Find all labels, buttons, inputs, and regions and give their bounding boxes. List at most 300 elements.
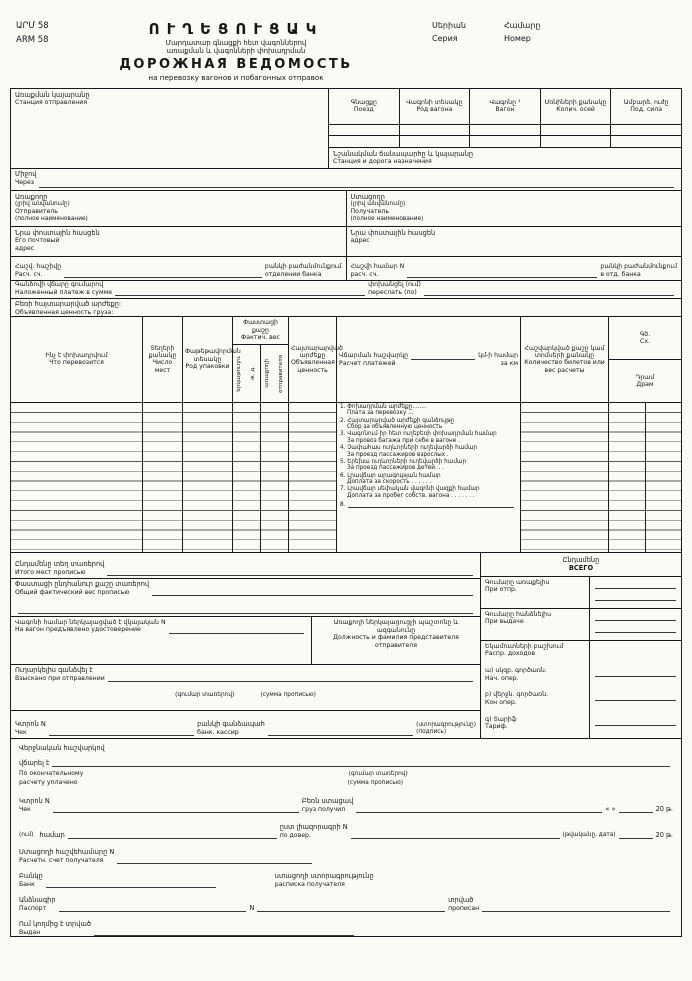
final-settlement-ru-line1 [19,770,673,778]
wagon-col-axles-header [541,89,611,125]
receiver-label-ru: Получатель [350,208,390,216]
wagon-certificate-hy: Վագոնի համար ներկայացված է վկայական N [15,618,166,626]
date-quotes: « » [605,804,616,813]
goods-table-body [11,403,681,553]
blank-line [348,500,514,508]
income-item-b-row [481,689,681,713]
cod-label [15,281,112,296]
goods-table-header [11,317,681,403]
fee-item [337,499,520,508]
income-distribution-hy: Եկամուտների բաշխում [485,642,564,650]
fee-item [337,472,520,486]
fee-item-hy: 7. Լրավճար սեփական վագոնի վազքի համար [340,486,480,493]
goods-rows-what [11,403,143,552]
col-what-ru: Что перевозится [49,359,104,367]
sender-account-ru: Расч. сч. [15,270,43,278]
collected-ru: Взыскано при отправлении [15,674,105,682]
year-label-2: 20 թ. [655,830,674,839]
wagon-table-cell [400,125,470,136]
passport-issued-hy: տրված [448,896,474,905]
fee-item-ru: За провоз багажа при себе в вагоне . [347,437,460,444]
receiver-account-final-ru: Расчетн. счет получателя [19,856,104,864]
year-label: 20 թ. [655,804,674,813]
destination-station-cell [329,147,681,168]
blank-line [107,568,473,576]
departure-station-cell [11,89,329,168]
receiver-account-label [351,263,405,278]
fee-item-ru: За проезд пассажиров взрослых . [347,451,449,458]
amount-at-dispatch-row [481,577,681,609]
fee-item-hy: 8. [340,501,346,508]
income-item-c-hy: գ) Տարիֆ [485,715,517,723]
total-weight-line1 [15,581,476,596]
col-sx-header [609,317,681,360]
cod-label-ru: Наложенный платеж в сумме [15,288,113,296]
blank-line [46,880,216,888]
col-pack-hy: Փաթեթավորման տեսակը [185,348,241,363]
declared-value-ru: Объявленная ценность груза: [15,308,114,316]
receiver-cell [347,191,682,226]
document-subtitle-armenian-1: Մարդատար գնացքի հետ վագոններով [165,38,307,47]
receipt-coupon-hy: Կտրոն N [15,719,46,728]
blank-line [68,831,277,839]
amount-at-delivery-ru: При выдаче [485,618,524,626]
blank-line [595,691,676,701]
departure-station-label-ru: Станция отправления [15,99,88,107]
income-distribution-label [481,641,589,665]
cod-forward-hy: փոխանցել (ում) [368,281,421,289]
receipt-signature-hy: (ստորագրությունը) [416,722,476,729]
income-item-c-label [481,714,589,738]
receiver-receipt-ru: расписка получателя [274,880,345,888]
declared-value-label [15,301,121,316]
parties-row [11,191,681,227]
blank-line [152,588,473,596]
via-label-hy: Միջով [15,169,37,178]
wagon-col-capacity [611,89,681,147]
blank-line [356,805,602,813]
cargo-received-ru: груз получил [301,805,346,813]
col-weight-ru: Фактич. вес [241,334,280,342]
col-what-header [11,317,143,402]
fee-item [337,430,520,444]
final-settlement-section [11,739,681,936]
fees-title-hy: Վճարման հաշվարկը [339,352,409,360]
amount-at-delivery-label [481,609,589,640]
wagon-table-cell [470,125,540,136]
col-places-hy: Տեղերի քանակը [148,344,177,360]
blank-line [619,805,653,813]
income-item-b-ru: Кон опер. [485,698,517,706]
grand-total-hy: Ընդամենը [562,556,600,565]
col-weight-sender-hy: առաքողի [264,359,271,388]
income-distribution-field [589,641,681,665]
amount-at-delivery-row [481,609,681,641]
fees-title-ru: Расчет платежей [339,359,396,367]
blank-line [407,270,597,278]
issued-by-label [19,921,91,936]
sender-bank-cell [11,257,347,280]
fee-item [337,417,520,431]
receiver-note-hy: (լրիվ անվանումը) [350,201,406,208]
receipt-row [11,711,480,738]
declared-value-hy: Բեռի հայտարարված արժեքը: [15,299,122,308]
col-sx-hy: Գծ. [639,330,651,338]
sender-representative-ru: Должность и фамилия представителя отправителя [333,634,459,650]
fee-item-hy: 5. Երեխա ուղևորների ուղեվարձի համար [340,458,467,465]
passport-ru: Паспорт [19,905,47,913]
issued-by-ru: Выдан [19,929,41,937]
document-subtitle-russian: на перевозку вагонов и побагонных отправок [148,72,324,82]
amount-at-dispatch-label [481,577,589,608]
wagon-col-type-hy: Վագոնի տեսակը [406,99,463,107]
sender-address-cell [11,227,347,256]
blank-line [59,904,247,912]
sender-account-hy: Հաշվ. հաշիվը [15,263,62,271]
wagon-table-cell [611,136,681,147]
wagon-table [329,89,681,147]
attorney-line [19,824,673,839]
total-weight-label [15,581,149,596]
col-money-header [609,317,681,402]
wagon-col-capacity-ru: Под. сила [630,106,663,114]
receiver-account-ru: расч. сч. [350,270,379,278]
receiver-account-line [19,849,673,864]
collected-row [11,665,480,711]
via-label-ru: Через [15,178,35,186]
wagon-certificate-cell [11,617,312,664]
bank-label-final [19,873,43,888]
receiver-bank-branch-hy: բանկի բաժանմունքում [600,263,677,271]
receiver-bank-cell [347,257,682,280]
col-weight-header [233,317,289,402]
collected-line [15,667,476,682]
fee-item-hy: 6. Լրավճար արագության համար [340,472,441,479]
receipt-signature-label [416,722,476,736]
cod-forward-label [368,281,421,296]
wagon-table-cell [329,125,399,136]
bank-final-hy: Բանկը [19,872,43,881]
wagon-table-cell [470,136,540,147]
fee-item-ru: Сбор за объявленную ценность [347,424,443,431]
fee-item [337,444,520,458]
col-tickets-ru: Количество билетов или вес расчеты [524,359,605,374]
collected-note-ru: (сумма прописью) [260,692,316,699]
cod-label-hy: Գանձովի վճարը գումարով [15,281,104,289]
receiver-bank-branch-ru: в отд. банка [600,270,641,278]
passport-number-label: N [249,904,255,913]
income-item-a-label [481,665,589,689]
declared-value-row [11,299,681,317]
title-block [78,20,394,82]
sender-address-hy: Նրա փոստային հասցեն [15,228,100,237]
sender-bank-branch-hy: բանկի բաժանմունքում [264,263,342,271]
blank-line [64,270,262,278]
date-note: (թվականը, дата) [562,831,616,838]
document-header [0,0,692,88]
document-subtitle-armenian-2: առաքման և վագոնների փոխադրման [166,47,306,56]
receiver-label-hy: Ստացողը [350,192,385,201]
series-block [432,20,466,46]
receiver-note-ru: (полное наименование) [350,216,424,223]
wagon-col-train-header [329,89,399,125]
col-weight-title [233,317,288,345]
wagon-col-wagon-header [470,89,540,125]
goods-rows-value [289,403,337,552]
blank-line [595,611,676,621]
col-weight-railway-ru: ж. д. [249,366,256,381]
cod-forward-ru: переслать (по) [368,288,417,296]
goods-rows-weight-railway [233,403,261,552]
fees-km-ru: за км [500,359,518,367]
col-pack-ru: Род упаковки [185,363,230,371]
wagon-col-wagon [470,89,541,147]
total-places-hy: Ընդամենը տեղ տառերով [15,559,105,568]
blank-line [268,728,413,736]
attorney-ru: по довер. [279,831,311,839]
col-weight-railway [233,345,261,402]
fee-item [337,485,520,499]
receiver-account-hy: Հաշվի համար N [350,263,405,271]
passport-issued-label [448,897,479,912]
sender-bank-branch-ru: отделении банка [264,270,322,278]
col-dram-hy: Դրամ [635,373,655,381]
sender-representative-hy: Առաքողի ներկայացուցչի պաշտոնը և ազգանունը [333,618,459,634]
destination-label-ru: Станция и дорога назначения [333,158,432,166]
wagon-col-train-hy: Գնացքը [350,99,377,107]
receiver-receipt-label [275,873,374,888]
totals-left [11,553,481,738]
sender-representative-cell [312,617,480,664]
blank-line [595,716,676,726]
income-item-b-hy: բ) վերջն. գործառն. [485,691,549,699]
addresses-row [11,227,681,257]
income-item-c-field [589,714,681,738]
col-weight-sender-ru: отправителя [277,354,284,393]
final-amount-note-ru: (сумма прописью) [347,779,403,786]
goods-rows-weight-sender [261,403,288,552]
fee-item-ru: Доплата за скорость . . . . . . [347,479,432,486]
collected-hy: Ուղարկելիս գանձվել է [15,665,93,674]
bank-final-ru: Банк [19,880,35,888]
total-weight-ru: Общий фактический вес прописью [15,588,130,596]
income-item-a-hy: ա) սկզբ. գործառն. [485,667,547,675]
blank-line [257,904,445,912]
destination-label-hy: Նշանակման ճանապարհը և կայարանը [333,149,474,158]
income-item-a-field [589,665,681,689]
passport-issued-ru: прописан [448,905,480,913]
wagon-table-cell [541,136,611,147]
grand-total-header [481,553,681,577]
final-coupon-label [19,798,50,813]
wagon-certificate-label [15,619,166,634]
final-paid-hy: վճարել է [19,759,50,768]
wagon-col-capacity-header [611,89,681,125]
blank-line [595,591,676,601]
goods-rows-sx [609,403,646,552]
collected-note-hy: (գումար տառերով) [175,692,235,699]
via-label [15,171,36,186]
sender-bank-branch-label [265,263,342,278]
sender-label-ru: Отправитель [15,208,58,216]
wagon-info-block [329,89,681,168]
receipt-coupon-label [15,721,46,736]
fee-list [337,403,521,552]
goods-rows-places [143,403,183,552]
total-weight-hy: Փաստացի ընդհանուր քաշը տառերով [15,579,150,588]
blank-line [117,856,312,864]
wagon-table-cell [329,136,399,147]
wagon-col-train [329,89,400,147]
col-weight-railway-hy: երկաթուղու [236,355,243,392]
attorney-label [280,824,348,839]
receipt-cashier-label [197,721,265,736]
receipt-signature-ru: (подпись) [416,729,447,736]
via-row [11,169,681,191]
col-fees-header [337,317,521,402]
final-settlement-ru-line2 [19,779,673,787]
goods-rows-weight [233,403,289,552]
fees-header-line-ru [339,360,518,367]
form-code-block [16,20,78,47]
fee-item-ru: Доплата за пробег собств. вагона . . . . . . . [347,492,475,499]
wagon-col-type-ru: Род вагона [416,106,453,114]
totals-section [11,553,681,739]
blank-line [18,606,473,614]
col-weight-sender [261,345,289,402]
blank-line [424,288,674,296]
receiver-address-cell [347,227,682,256]
income-item-a-row [481,665,681,689]
blank-line [115,288,365,296]
blank-line [411,352,475,360]
wagon-col-train-ru: Поезд [353,106,374,114]
blank-line [53,805,299,813]
blank-line [619,831,653,839]
col-what-hy: Ինչ է փոխադրվում [45,352,108,360]
col-tickets-header [521,317,609,402]
col-weight-subheaders [233,345,288,402]
sender-label-hy: Առաքողը [15,192,48,201]
wagon-col-capacity-hy: Ամբարձ. ուժը [623,99,669,107]
total-places-row [11,553,480,579]
passport-label [19,897,56,912]
form-code-armenian: ԱՐՄ 58 [16,21,49,31]
sender-address-ru1: Его почтовый [15,237,60,245]
final-paid-line [19,759,673,767]
bank-row [11,257,681,281]
issued-by-hy: Ում կողմից է տրված [19,920,91,929]
receipt-cashier-hy: բանկի գանձապահ [197,719,265,728]
grand-total-ru: ВСЕГО [568,564,594,573]
wagon-certificate-ru: На вагон предъявлено удостоверение [15,626,141,634]
blank-line [482,904,670,912]
amount-at-delivery-field [589,609,681,640]
fee-item-hy: 2. Հայտարարված արժեքի գանձույթը [340,417,454,424]
waybill-form [10,88,682,937]
col-places-header [143,317,183,402]
wagon-table-cell [400,136,470,147]
fee-item [337,403,520,417]
receiver-address-hy: Նրա փոստային հասցեն [350,228,436,237]
fee-item-ru: За проезд пассажиров детей. . . [347,465,445,472]
total-weight-row [11,579,480,617]
collected-notes [15,690,476,699]
receiver-bank-branch-label [600,263,677,278]
final-amount-note-hy: (գումար տառերով) [348,770,408,777]
bank-line [19,873,673,888]
col-value-header [289,317,343,402]
attorney-hy: ըստ լիազորագրի N [279,823,348,832]
fee-item [337,458,520,472]
number-label-armenian: Համարը [503,21,541,30]
col-tickets-hy: Հաշվարկված քաշը կամ տոմսերի քանակը [524,344,605,360]
col-value-ru: Объявленная ценность [291,359,335,374]
fee-item-hy: 4. Չափահաս ուղևորների ուղեվարձի համար [340,445,478,452]
receipt-coupon-ru: Чек [15,728,27,736]
goods-rows-money [609,403,681,552]
issued-by-line [19,921,673,936]
wagon-table-cell [541,125,611,136]
final-settlement-ru2: расчету уплачено [19,779,78,787]
income-item-c-row [481,714,681,738]
income-item-c-ru: Тариф. [485,723,508,731]
cargo-received-label [302,798,353,813]
fee-item-hy: 1. Փոխադրման արժեքը........ [340,403,427,410]
amount-at-delivery-hy: Գումարը հանձնելիս [485,610,552,618]
wagon-table-cell [611,125,681,136]
final-coupon-line [19,798,673,813]
final-settlement-ru1: По окончательному [19,770,84,778]
final-coupon-ru: Чек [19,805,31,813]
blank-line [39,180,674,188]
series-label-armenian: Սերիան [432,21,466,30]
blank-line [595,667,676,677]
income-item-a-ru: Нач. опер. [485,674,519,682]
blank-line [108,674,473,682]
final-settlement-hy: Վերջնական հաշվարկով [19,743,105,752]
goods-rows-dram [646,403,682,552]
col-value-hy: Հայտարարված արժեքը [291,344,343,360]
cod-row [11,281,681,299]
for-label-hy: համար [39,830,65,839]
amount-at-dispatch-hy: Գումարը առաքելիս [485,578,550,586]
document-title-armenian: ՈՒՂԵՑՈՒՑԱԿ [148,20,324,38]
blank-line [351,831,560,839]
sender-note-hy: (լրիվ անվանումը) [15,201,70,208]
to-whom-note: (ում) [19,831,34,838]
blank-line [94,928,354,936]
sender-note-ru: (полное наименование) [15,216,88,223]
sender-address-ru2: адрес [15,244,35,252]
sender-cell [11,191,347,226]
receiver-account-final-hy: Ստացողի հաշվեհամարը N [19,848,115,857]
total-weight-line2 [15,606,476,614]
station-wagon-row [11,89,681,169]
certificate-row [11,617,480,665]
collected-label [15,667,105,682]
totals-right [481,553,681,738]
wagon-col-type [400,89,471,147]
income-distribution-ru: Распр. доходов [485,650,536,658]
goods-rows-tickets [521,403,609,552]
income-distribution-title-row [481,641,681,665]
fees-header-line-hy [339,352,518,360]
wagon-col-wagon-hy: Վագոնը ¹ [489,99,521,107]
receiver-account-label-final [19,849,114,864]
number-block [504,20,541,46]
receiver-address-ru: адрес [350,237,370,245]
